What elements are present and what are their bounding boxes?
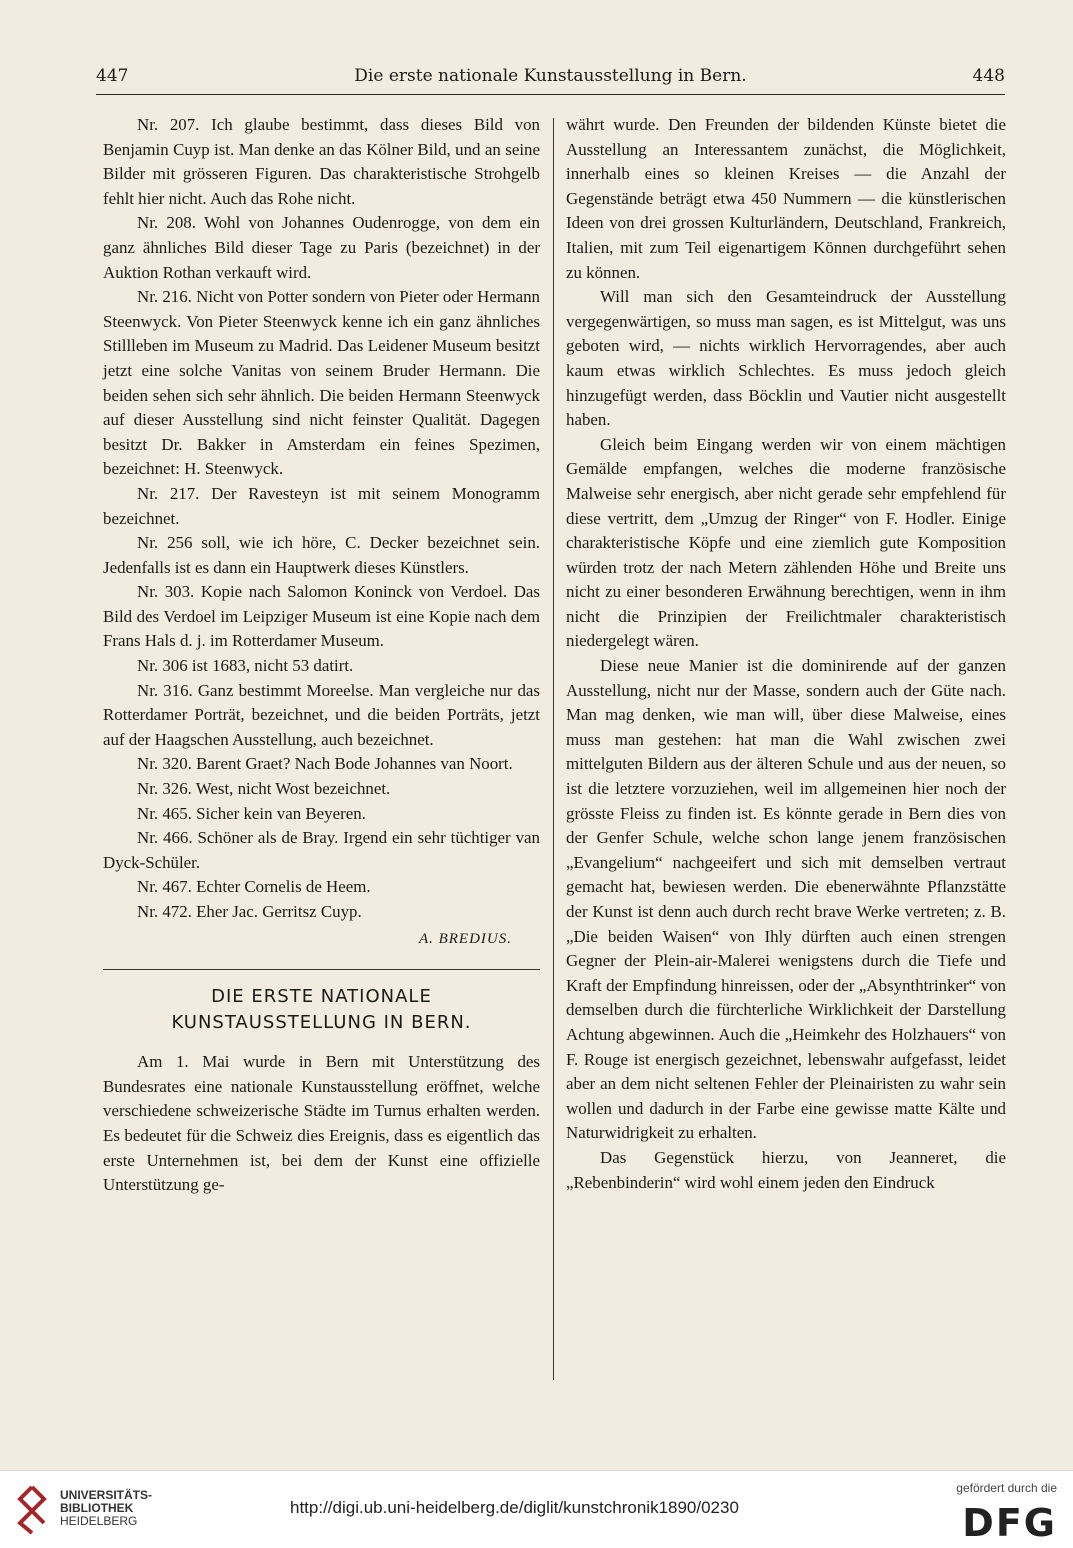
funding-label: gefördert durch die [956,1481,1057,1495]
paragraph: Will man sich den Gesamteindruck der Ausstellung vergegenwärtigen, so muss man sagen, es ist Mittelgut, was uns geboten wird, — nichts wirklich Hervorragendes, aber auch kaum etwas wirklich Schlechtes. Es muss jedoch gleich hinzugefügt werden, dass Böcklin und Vautier nicht ausgestellt haben. [566,287,1006,430]
running-title: Die erste nationale Kunstausstellung in Bern. [354,66,747,86]
paragraph: Diese neue Manier ist die dominirende auf der ganzen Ausstellung, nicht nur der Masse, sondern auch der Güte nach. Man mag denken, wie man will, über diese Malweise, eines muss man gestehen: hat man die Wahl zwischen zwei mittelguten Bildern aus der älteren Schule und aus der neuen, so ist die letztere vorzuziehen, weil im allgemeinen hier noch der grösste Fleiss zu finden ist. Es könnte gerade in Bern dies von der Genfer Schule, welche schon lange jenem französischen „Evangelium“ nachgeeifert und sich mit demselben vertraut gemacht hat, bewiesen werden. Die ebenerwähnte Pflanzstätte der Kunst ist denn auch durch recht brave Werke vertreten; z. B. „Die beiden Waisen“ von Ihly dürften auch einen strengen Gegner der Plein-air-Malerei wenigstens durch die Tiefe und Kraft der Empfindung hinreissen, oder der „Absynthtrinker“ von demselben durch die fürchterliche Wirklichkeit der Darstellung Achtung abgewinnen. Auch die „Heimkehr des Holzhauers“ von F. Rouge ist energisch gezeichnet, lebenswahr aufgefasst, leidet aber an dem nicht seltenen Fehler der Pleinairisten zu wahr sein wollen und dadurch in der Farbe eine gewisse matte Kälte und Naturwidrigkeit zu erhalten. [566,656,1006,1143]
paragraph: Das Gegenstück hierzu, von Jeanneret, die „Rebenbinderin“ wird wohl einem jeden den Eindruck [566,1147,1006,1192]
paragraph: Nr. 207. Ich glaube bestimmt, dass dieses Bild von Benjamin Cuyp ist. Man denke an das Kölner Bild, und an seine Bilder mit grösseren Figuren. Das charakteristische Strohgelb fehlt hier nicht. Auch das Rohe nicht. [103,115,540,208]
dfg-logo: DFG [962,1501,1057,1545]
page-number-right: 448 [972,66,1005,86]
paragraph: Nr. 306 ist 1683, nicht 53 datirt. [137,656,354,676]
article-heading-line2: KUNSTAUSSTELLUNG IN BERN. [171,1012,472,1034]
library-logo-icon [12,1485,52,1535]
paragraph: Nr. 303. Kopie nach Salomon Koninck von Verdoel. Das Bild des Verdoel im Leipziger Museum ist eine Kopie nach dem Frans Hals d. j. im Rotterdamer Museum. [103,582,540,651]
paragraph: Nr. 472. Eher Jac. Gerritsz Cuyp. [137,902,362,921]
header-rule [96,94,1005,95]
paragraph: Nr. 467. Echter Cornelis de Heem. [137,877,371,897]
digitization-footer [0,1470,1073,1548]
paragraph: Nr. 256 soll, wie ich höre, C. Decker bezeichnet sein. Jedenfalls ist es dann ein Hauptwerk dieses Künstlers. [103,533,540,577]
right-column [566,113,1006,1195]
author-signature: A. BREDIUS. [418,930,512,947]
paragraph: Nr. 326. West, nicht Wost bezeichnet. [137,779,391,799]
page-number-left: 447 [96,66,129,86]
paragraph: Gleich beim Eingang werden wir von einem mächtigen Gemälde empfangen, welches die moderne französische Malweise sehr energisch, aber nicht gerade sehr empfehlend für diese vertritt, dem „Umzug der Ringer“ von F. Hodler. Einige charakteristische Köpfe und eine ziemlich gute Komposition würden trotz der nach Metern zählenden Höhe und Breite uns nicht zu einer besonderen Erwähnung berechtigen, wenn in ihm nicht die Prinzipien der Freilichtmaler charakteristisch niedergelegt wären. [566,434,1006,651]
paragraph: Nr. 216. Nicht von Potter sondern von Pieter oder Hermann Steenwyck. Von Pieter Steenwyck kenne ich ein ganz ähnliches Stillleben im Museum zu Madrid. Das Leidener Museum besitzt jetzt eine solche Vanitas von seinem Bruder Hermann. Die beiden sehen sich sehr ähnlich. Die beiden Hermann Steenwyck auf dieser Ausstellung sind nicht feinster Qualität. Dagegen besitzt Dr. Bakker in Amsterdam ein feines Spezimen, bezeichnet: H. Steenwyck. [103,287,540,479]
paragraph: währt wurde. Den Freunden der bildenden Künste bietet die Ausstellung an Interessantem zunächst, die Möglichkeit, innerhalb eines so kleinen Kreises — die Anzahl der Gegenstände beträgt etwa 450 Nummern — die künstlerischen Ideen von drei grossen Kulturländern, Deutschland, Frankreich, Italien, mit zum Teil eigenartigem Können durchgeführt sehen zu können. [566,115,1006,282]
paragraph: Nr. 465. Sicher kein van Beyeren. [137,803,366,823]
paragraph: Nr. 316. Ganz bestimmt Moreelse. Man vergleiche nur das Rotterdamer Porträt, bezeichnet, und die beiden Porträts, jetzt auf der Haagschen Ausstellung, auch bezeichnet. [103,680,540,749]
section-separator [103,969,540,970]
permalink-url[interactable]: http://digi.ub.uni-heidelberg.de/diglit/kunstchronik1890/0230 [290,1498,739,1517]
paragraph: Nr. 466. Schöner als de Bray. Irgend ein sehr tüchtiger van Dyck-Schüler. [103,828,540,872]
running-header [96,66,1005,90]
paragraph: Nr. 320. Barent Graet? Nach Bode Johannes van Noort. [137,754,513,774]
column-divider [553,118,554,1380]
paragraph: Am 1. Mai wurde in Bern mit Unterstützung des Bundesrates eine nationale Kunstausstellung eröffnet, welche verschiedene schweizerische Städte im Turnus erhalten werden. Es bedeutet für die Schweiz dies Ereignis, dass es eigentlich das erste Unternehmen ist, bei dem der Kunst eine offizielle Unterstützung ge- [103,1052,540,1195]
article-heading-line1: DIE ERSTE NATIONALE [211,986,432,1008]
left-column [103,113,540,1198]
library-name: UNIVERSITÄTS- BIBLIOTHEK HEIDELBERG [60,1488,153,1528]
paragraph: Nr. 208. Wohl von Johannes Oudenrogge, von dem ein ganz ähnliches Bild dieser Tage zu Paris (bezeichnet) in der Auktion Rothan verkauft wird. [103,213,540,282]
paragraph: Nr. 217. Der Ravesteyn ist mit seinem Monogramm bezeichnet. [103,483,540,528]
